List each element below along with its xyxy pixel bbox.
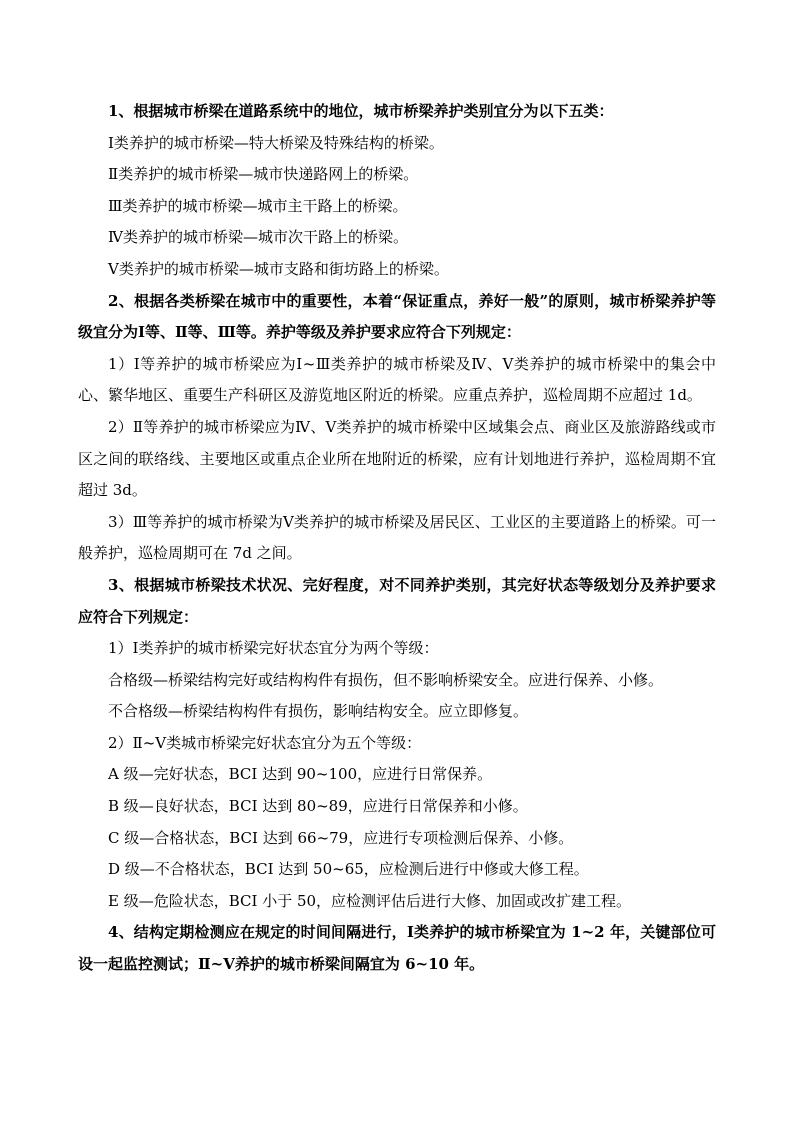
maintenance-level-item: 2）Ⅱ等养护的城市桥梁应为Ⅳ、Ⅴ类养护的城市桥梁中区域集会点、商业区及旅游路线或市区之间的联络线、主要地区或重点企业所在地附近的桥梁，应有计划地进行养护，巡检周期不宜超过 3d。 <box>78 417 716 500</box>
grade-line: A 级—完好状态，BCI 达到 90~100，应进行日常保养。 <box>108 765 493 784</box>
section-2-heading: 2、根据各类桥梁在城市中的重要性，本着“保证重点，养好一般”的原则，城市桥梁养护等级宜分为Ⅰ等、Ⅱ等、Ⅲ等。养护等级及养护要求应符合下列规定： <box>78 291 716 342</box>
section-3 <box>78 570 716 918</box>
section-2 <box>78 286 716 570</box>
grade-line: B 级—良好状态，BCI 达到 80~89，应进行日常保养和小修。 <box>108 797 528 816</box>
category-line: Ⅱ类养护的城市桥梁—城市快递路网上的桥梁。 <box>108 165 419 184</box>
section-4 <box>78 917 716 980</box>
category-line: Ⅰ类养护的城市桥梁—特大桥梁及特殊结构的桥梁。 <box>108 133 444 152</box>
subsection-1-title: 1）Ⅰ类养护的城市桥梁完好状态宜分为两个等级： <box>108 639 439 658</box>
category-line: Ⅳ类养护的城市桥梁—城市次干路上的桥梁。 <box>108 228 408 247</box>
maintenance-level-item: 1）Ⅰ等养护的城市桥梁应为Ⅰ~Ⅲ类养护的城市桥梁及Ⅳ、Ⅴ类养护的城市桥梁中的集会中心、繁华地区、重要生产科研区及游览地区附近的桥梁。应重点养护，巡检周期不应超过 1d。 <box>78 354 716 405</box>
category-line: Ⅲ类养护的城市桥梁—城市主干路上的桥梁。 <box>108 196 408 215</box>
subsection-2-title: 2）Ⅱ~Ⅴ类城市桥梁完好状态宜分为五个等级： <box>108 733 422 752</box>
maintenance-level-item: 3）Ⅲ等养护的城市桥梁为Ⅴ类养护的城市桥梁及居民区、工业区的主要道路上的桥梁。可一般养护，巡检周期可在 7d 之间。 <box>78 512 716 563</box>
section-3-heading: 3、根据城市桥梁技术状况、完好程度，对不同养护类别，其完好状态等级划分及养护要求应符合下列规定： <box>78 575 716 626</box>
section-1-heading: 1、根据城市桥梁在道路系统中的地位，城市桥梁养护类别宜分为以下五类： <box>108 102 614 120</box>
grade-line: D 级—不合格状态，BCI 达到 50~65，应检测后进行中修或大修工程。 <box>108 860 589 879</box>
grade-line: C 级—合格状态，BCI 达到 66~79，应进行专项检测后保养、小修。 <box>108 828 574 847</box>
grade-line: 合格级—桥梁结构完好或结构构件有损伤，但不影响桥梁安全。应进行保养、小修。 <box>108 670 664 689</box>
grade-line: 不合格级—桥梁结构构件有损伤，影响结构安全。应立即修复。 <box>108 702 529 721</box>
category-line: Ⅴ类养护的城市桥梁—城市支路和街坊路上的桥梁。 <box>108 259 449 278</box>
section-4-heading: 4、结构定期检测应在规定的时间间隔进行，Ⅰ类养护的城市桥梁宜为 1~2 年，关键部位可设一起监控测试；Ⅱ~Ⅴ养护的城市桥梁间隔宜为 6~10 年。 <box>78 923 716 974</box>
grade-line: E 级—危险状态，BCI 小于 50，应检测评估后进行大修、加固或改扩建工程。 <box>108 891 632 910</box>
section-1 <box>78 96 716 286</box>
